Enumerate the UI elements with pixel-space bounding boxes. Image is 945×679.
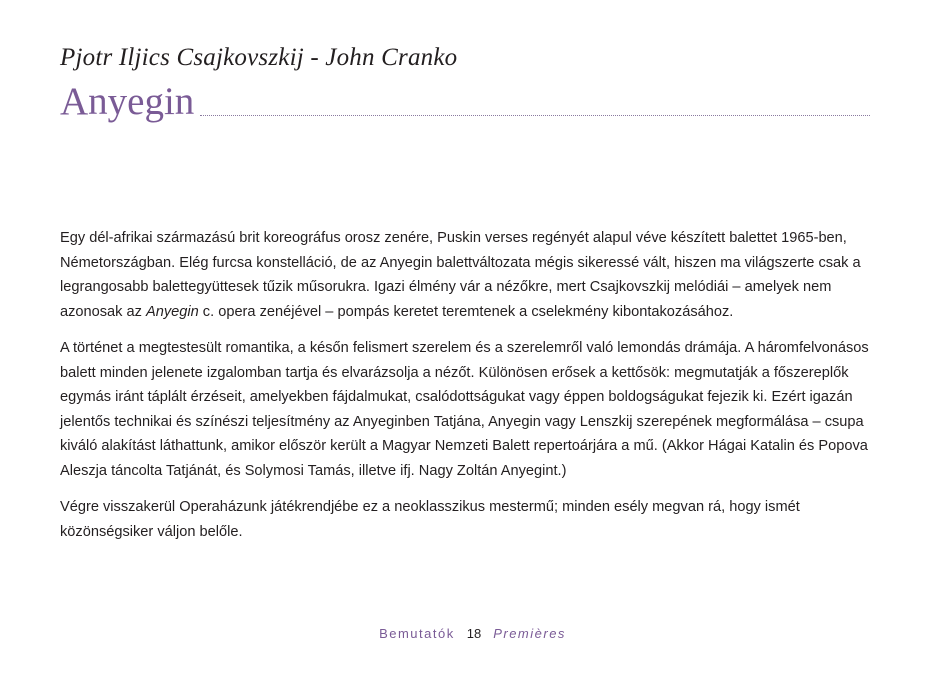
page-number: 18 <box>466 626 482 641</box>
paragraph-2: A történet a megtestesült romantika, a későn felismert szerelem és a szerelemről való lemondás drámája. A háromfelvonásos balett minden jelenete izgalomban tartja és elvarázsolja a nézőt. Különösen erősek a kettősök: megmutatják a főszereplők egymás iránt táplált érzéseit, amelyekben fájdalmukat, csalódottságukat vagy éppen boldogságukat fejezik ki. Ezért igazán jelentős technikai és színészi teljesítmény az Anyeginben Tatjána, Anyegin vagy Lenszkij szerepének megformálása – csupa kiváló alakítást láthattunk, amikor először került a Magyar Nemzeti Balett repertoárjára a mű. (Akkor Hágai Katalin és Popova Aleszja táncolta Tatjánát, és Solymosi Tamás, illetve ifj. Nagy Zoltán Anyegint.) <box>60 340 869 479</box>
article-body <box>60 226 872 556</box>
page-footer <box>0 626 945 641</box>
page-title: Anyegin <box>60 80 195 123</box>
dotted-leader-divider <box>200 115 870 116</box>
paragraph-1-text-a: Egy dél-afrikai származású brit koreográfus orosz zenére, Puskin verses regényét alapul véve készített balettet 1965-ben, Németországban. Elég furcsa konstelláció, de az Anyegin balettváltozata mégis sikeressé vált, hiszen ma világszerte csak a legrangosabb balettegyüttesek tűzik műsorukra. Igazi élmény vár a nézőkre, mert Csajkovszkij melódiái – amelyek nem azonosak az <box>60 230 861 320</box>
title-row <box>60 80 870 124</box>
footer-section-label-alt: Premières <box>493 626 566 641</box>
composer-choreographer-subtitle: Pjotr Iljics Csajkovszkij - John Cranko <box>60 44 458 71</box>
paragraph-1-italic-title: Anyegin <box>146 303 199 320</box>
paragraph-3: Végre visszakerül Operaházunk játékrendjébe ez a neoklasszikus mestermű; minden esély megvan rá, hogy ismét közönségsiker váljon belőle. <box>60 499 800 540</box>
footer-section-label: Bemutatók <box>379 626 455 641</box>
paragraph-1-text-b: c. opera zenéjével – pompás keretet teremtenek a cselekmény kibontakozásához. <box>198 303 734 320</box>
paragraph-1 <box>60 226 872 324</box>
